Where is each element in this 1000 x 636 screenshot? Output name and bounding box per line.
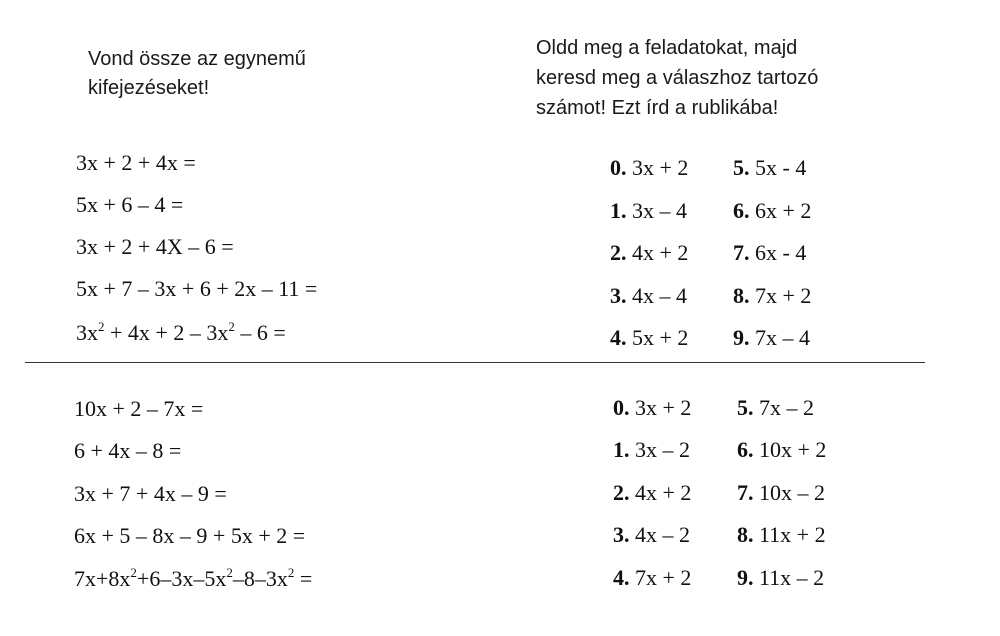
answer-expression: 3x – 4	[632, 198, 687, 223]
equation-2-4	[74, 523, 305, 549]
answer-number: 7.	[733, 240, 750, 265]
answer-option-1-4	[610, 325, 688, 351]
answer-expression: 5x + 2	[632, 325, 689, 350]
answer-option-2-5	[737, 395, 814, 421]
equation-text: 6 + 4x – 8 =	[74, 438, 182, 463]
equation-text: – 6 =	[234, 320, 286, 345]
answer-number: 4.	[613, 565, 630, 590]
instruction-right-line-1: Oldd meg a feladatokat, majd	[536, 37, 798, 59]
answer-number: 7.	[737, 480, 754, 505]
answer-option-2-9	[737, 565, 824, 591]
answer-expression: 6x - 4	[755, 240, 807, 265]
equation-text: 6x + 5 – 8x – 9 + 5x + 2 =	[74, 523, 306, 548]
instruction-right-line-3: számot! Ezt írd a rublikába!	[536, 97, 779, 119]
answer-expression: 4x + 2	[632, 240, 689, 265]
equation-text: 3x + 2 + 4X – 6 =	[76, 234, 234, 259]
answer-expression: 6x + 2	[755, 198, 812, 223]
equation-1-2	[76, 192, 183, 218]
answer-number: 5.	[737, 395, 754, 420]
answer-number: 2.	[613, 480, 630, 505]
answer-option-1-1	[610, 198, 687, 224]
answer-option-1-6	[733, 198, 811, 224]
answer-number: 8.	[737, 522, 754, 547]
answer-option-2-1	[613, 437, 690, 463]
equation-2-2	[74, 438, 181, 464]
answer-option-1-8	[733, 283, 811, 309]
answer-number: 2.	[610, 240, 627, 265]
answer-option-2-2	[613, 480, 691, 506]
equation-text: 5x + 7 – 3x + 6 + 2x – 11 =	[76, 276, 318, 301]
answer-number: 3.	[610, 283, 627, 308]
answer-expression: 4x – 2	[635, 522, 690, 547]
answer-expression: 3x – 2	[635, 437, 690, 462]
answer-number: 1.	[610, 198, 627, 223]
answer-expression: 3x + 2	[635, 395, 692, 420]
instruction-left-line-1: Vond össze az egynemű	[88, 48, 306, 70]
exponent: 2	[287, 565, 295, 580]
answer-option-1-9	[733, 325, 810, 351]
equation-text: 5x + 6 – 4 =	[76, 192, 184, 217]
equation-text: +6–3x–5x	[136, 566, 227, 591]
equation-1-3	[76, 234, 234, 260]
equation-2-5	[74, 566, 312, 592]
equation-1-4	[76, 276, 317, 302]
answer-expression: 3x + 2	[632, 155, 689, 180]
equation-text: + 4x + 2 – 3x	[104, 320, 229, 345]
answer-option-1-7	[733, 240, 806, 266]
equation-2-3	[74, 481, 227, 507]
equation-text: 10x + 2 – 7x =	[74, 396, 204, 421]
answer-option-1-5	[733, 155, 806, 181]
answer-number: 8.	[733, 283, 750, 308]
answer-expression: 11x + 2	[759, 522, 826, 547]
exponent: 2	[228, 319, 235, 334]
equation-1-5	[76, 320, 286, 346]
answer-option-2-7	[737, 480, 825, 506]
answer-option-1-3	[610, 283, 687, 309]
answer-expression: 11x – 2	[759, 565, 825, 590]
answer-expression: 10x – 2	[759, 480, 825, 505]
equation-text: 3x + 7 + 4x – 9 =	[74, 481, 227, 506]
answer-number: 6.	[737, 437, 754, 462]
exponent: 2	[226, 565, 233, 580]
answer-expression: 7x + 2	[635, 565, 692, 590]
answer-number: 3.	[613, 522, 630, 547]
instruction-right-line-2: keresd meg a válaszhoz tartozó	[536, 67, 819, 89]
answer-number: 5.	[733, 155, 750, 180]
answer-expression: 7x – 4	[755, 325, 810, 350]
answer-number: 1.	[613, 437, 630, 462]
equation-2-1	[74, 396, 203, 422]
answer-expression: 5x - 4	[755, 155, 807, 180]
equation-text: –8–3x	[232, 566, 288, 591]
instruction-left-line-2: kifejezéseket!	[88, 77, 210, 99]
answer-option-2-3	[613, 522, 690, 548]
answer-number: 4.	[610, 325, 627, 350]
equation-text: =	[294, 566, 313, 591]
instruction-left	[88, 45, 388, 103]
equation-text: 7x+8x	[74, 566, 131, 591]
equation-1-1	[76, 150, 196, 176]
answer-expression: 4x + 2	[635, 480, 692, 505]
answer-number: 6.	[733, 198, 750, 223]
instruction-right	[536, 33, 896, 123]
answer-option-1-2	[610, 240, 688, 266]
answer-number: 9.	[733, 325, 750, 350]
answer-option-2-4	[613, 565, 691, 591]
answer-number: 9.	[737, 565, 754, 590]
equation-text: 3x	[76, 320, 98, 345]
answer-option-2-0	[613, 395, 691, 421]
equation-text: 3x + 2 + 4x =	[76, 150, 196, 175]
answer-expression: 4x – 4	[632, 283, 687, 308]
section-divider	[25, 362, 925, 363]
answer-expression: 7x – 2	[759, 395, 814, 420]
answer-option-2-8	[737, 522, 826, 548]
exponent: 2	[98, 319, 105, 334]
answer-expression: 10x + 2	[759, 437, 827, 462]
answer-number: 0.	[613, 395, 630, 420]
answer-expression: 7x + 2	[755, 283, 812, 308]
answer-number: 0.	[610, 155, 627, 180]
exponent: 2	[130, 565, 137, 580]
answer-option-2-6	[737, 437, 826, 463]
answer-option-1-0	[610, 155, 688, 181]
